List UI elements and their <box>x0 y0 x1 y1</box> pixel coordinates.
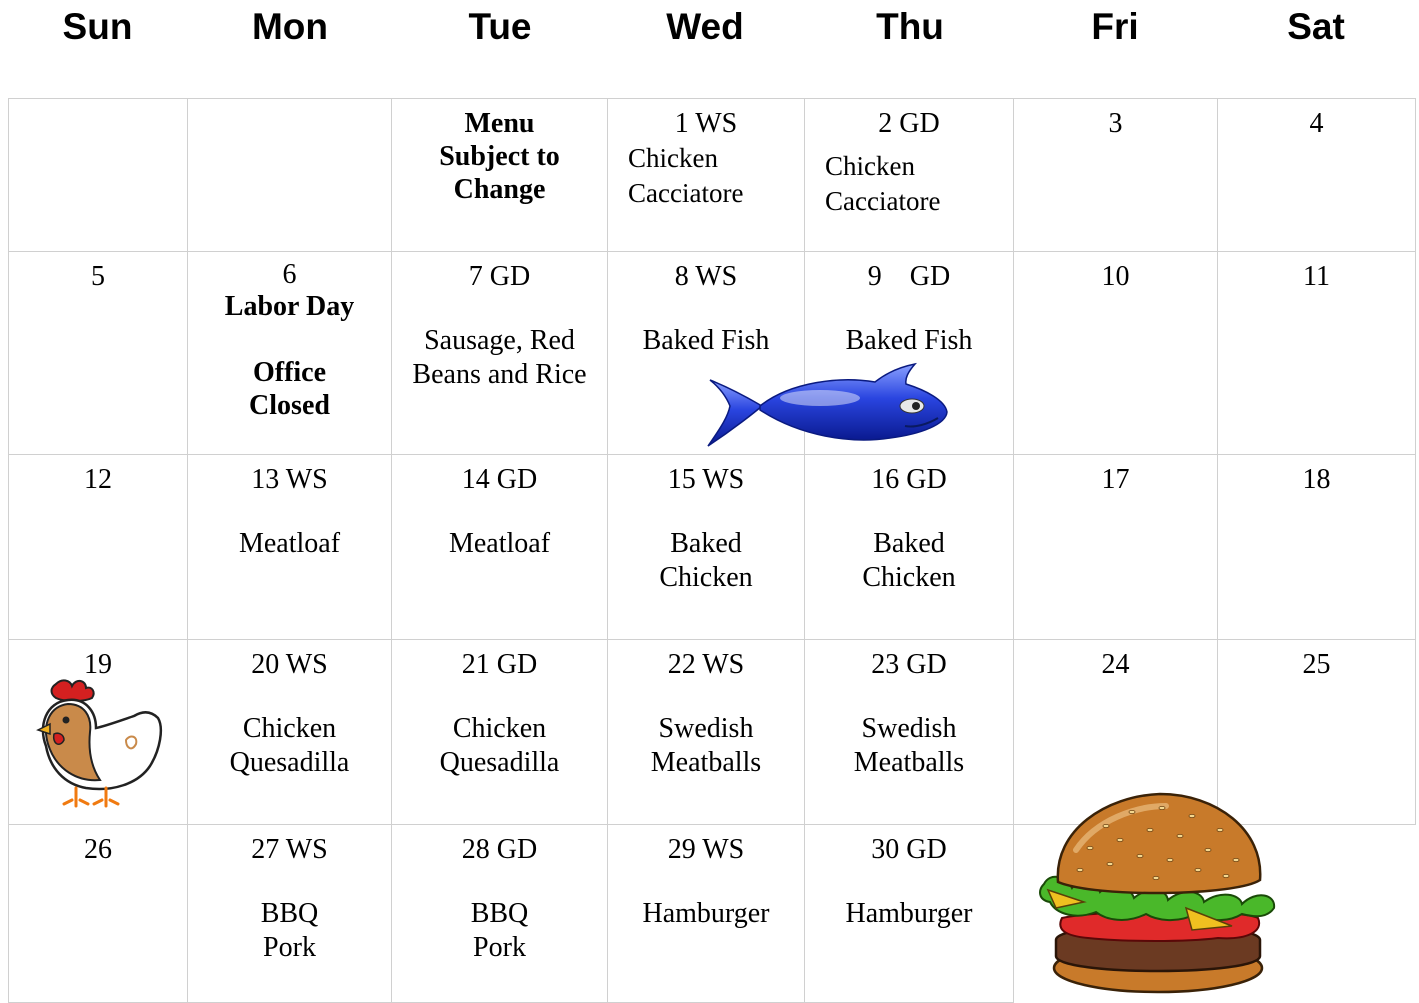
day-number: 9 GD <box>867 261 951 292</box>
weekday-fri: Fri <box>1091 6 1139 47</box>
day-cell <box>392 252 608 455</box>
dish-name: Baked Fish <box>642 325 770 356</box>
day-number: 6 <box>282 259 297 290</box>
dish-name: Baked Chicken <box>862 528 956 593</box>
day-cell <box>805 825 1014 1003</box>
weekday-thu: Thu <box>876 6 944 47</box>
day-cell <box>805 640 1014 825</box>
day-number: 17 <box>1101 464 1130 495</box>
day-number: 20 WS <box>251 649 328 680</box>
dish-name: Chicken Quesadilla <box>439 713 560 778</box>
day-number: 5 <box>91 261 105 292</box>
holiday-label: Labor Day <box>224 291 355 322</box>
day-cell <box>1014 455 1218 640</box>
day-cell <box>9 455 188 640</box>
day-number: 29 WS <box>667 834 745 865</box>
day-number: 16 GD <box>871 464 947 495</box>
day-number: 12 <box>84 464 112 495</box>
chicken-icon <box>34 676 166 810</box>
day-cell <box>9 252 188 455</box>
day-number: 8 WS <box>674 261 738 292</box>
day-number: 27 WS <box>251 834 328 865</box>
dish-name: Baked Chicken <box>659 528 753 593</box>
weekday-wed: Wed <box>666 6 744 47</box>
dish-name: Hamburger <box>642 898 770 929</box>
day-cell <box>392 825 608 1003</box>
day-number: 2 GD <box>878 108 940 139</box>
day-number: 23 GD <box>871 649 947 680</box>
day-number: 28 GD <box>461 834 538 865</box>
day-number: 30 GD <box>871 834 947 865</box>
day-cell <box>608 99 805 252</box>
day-cell <box>392 640 608 825</box>
day-cell-empty <box>9 99 188 252</box>
day-cell <box>608 640 805 825</box>
dish-name: BBQ Pork <box>470 898 529 963</box>
day-number: 11 <box>1303 261 1330 292</box>
day-number: 22 WS <box>667 649 745 680</box>
dish-name: Chicken Quesadilla <box>229 713 350 778</box>
day-cell <box>392 99 608 252</box>
day-number: 26 <box>84 834 112 865</box>
dish-name: Chicken Cacciatore <box>628 143 744 208</box>
day-number: 25 <box>1302 649 1331 680</box>
day-number: 19 <box>84 649 112 680</box>
menu-note: Menu Subject to Change <box>439 108 560 205</box>
day-number: 24 <box>1101 649 1130 680</box>
day-number: 1 WS <box>674 108 738 139</box>
day-cell <box>392 455 608 640</box>
day-cell <box>188 252 392 455</box>
day-number: 21 GD <box>461 649 538 680</box>
day-cell <box>805 455 1014 640</box>
dish-name: Swedish Meatballs <box>853 713 965 778</box>
dish-name: Sausage, Red Beans and Rice <box>412 325 587 390</box>
day-number: 10 <box>1101 261 1130 292</box>
office-closed-label: Office Closed <box>249 357 330 421</box>
day-cell <box>608 825 805 1003</box>
dish-name: Baked Fish <box>845 325 973 356</box>
day-number: 13 WS <box>251 464 328 495</box>
dish-name: Hamburger <box>845 898 973 929</box>
day-cell <box>188 640 392 825</box>
day-cell <box>1014 252 1218 455</box>
day-number: 3 <box>1108 108 1123 139</box>
weekday-mon: Mon <box>251 6 329 47</box>
day-number: 4 <box>1309 108 1324 139</box>
week-row <box>9 455 1416 640</box>
fish-icon <box>700 362 950 448</box>
dish-name: Meatloaf <box>238 528 341 559</box>
day-number: 18 <box>1302 464 1331 495</box>
dish-name: Swedish Meatballs <box>650 713 762 778</box>
dish-name: BBQ Pork <box>260 898 319 963</box>
dish-name: Chicken Cacciatore <box>825 151 941 216</box>
weekday-sat: Sat <box>1287 6 1345 47</box>
day-cell <box>1218 252 1416 455</box>
day-cell <box>188 825 392 1003</box>
day-cell <box>9 825 188 1003</box>
day-cell-empty <box>188 99 392 252</box>
day-number: 15 WS <box>667 464 745 495</box>
weekday-tue: Tue <box>468 6 532 47</box>
hamburger-icon <box>1036 790 1282 998</box>
day-number: 14 GD <box>461 464 538 495</box>
dish-name: Meatloaf <box>448 528 551 559</box>
day-cell <box>1218 99 1416 252</box>
day-cell <box>608 455 805 640</box>
weekday-sun: Sun <box>62 6 133 47</box>
day-number: 7 GD <box>468 261 531 292</box>
day-cell <box>1218 455 1416 640</box>
week-row <box>9 99 1416 252</box>
day-cell <box>188 455 392 640</box>
weekday-header <box>0 0 1419 98</box>
day-cell <box>805 99 1014 252</box>
day-cell <box>1014 99 1218 252</box>
